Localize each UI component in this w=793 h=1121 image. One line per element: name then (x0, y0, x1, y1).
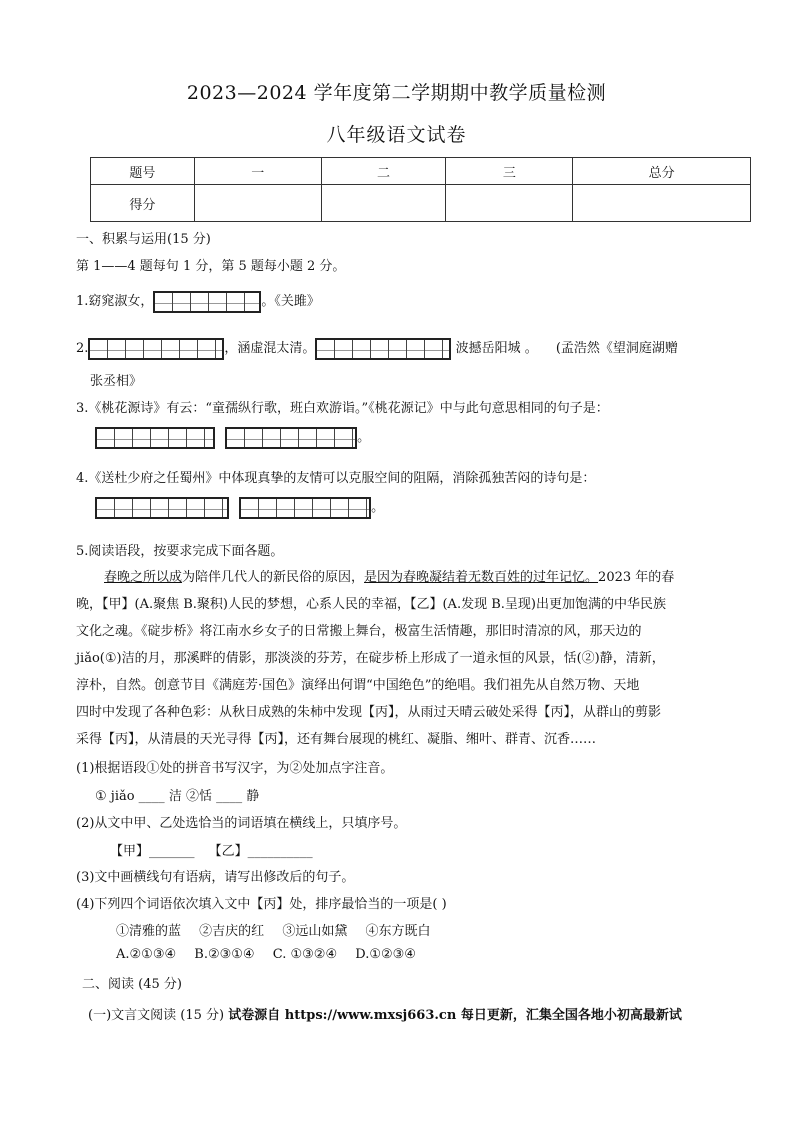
answer-choices (116, 947, 430, 962)
passage-underlined: 是因为春晚凝结着无数百姓的过年记忆。 (364, 570, 599, 585)
passage-line-3: 文化之魂。《碇步桥》将江南水乡女子的日常搬上舞台，极富生活情趣，那旧时清凉的风，那天边的 (76, 624, 642, 639)
classical-reading-label: (一)文言文阅读 (15 分) (88, 1008, 225, 1023)
score-table (90, 157, 751, 222)
word-option: ④东方既白 (365, 924, 431, 939)
score-input-cell[interactable] (321, 185, 446, 222)
score-header-cell: 一 (194, 158, 321, 185)
word-option: ①清雅的蓝 (116, 924, 182, 939)
question-1 (76, 290, 320, 313)
question-2 (76, 337, 678, 360)
q2-source-cont: 张丞相》 (90, 374, 143, 389)
choice-a[interactable]: A.②①③④ (116, 947, 177, 962)
score-input-cell[interactable] (446, 185, 573, 222)
q4-end: 。 (371, 500, 385, 515)
word-option: ②吉庆的红 (199, 924, 265, 939)
q3-answer-row (95, 426, 370, 449)
score-input-cell[interactable] (194, 185, 321, 222)
question-4: 4.《送杜少府之任蜀州》中体现真挚的友情可以克服空间的阻隔，消除孤独苦闷的诗句是： (76, 471, 596, 486)
answer-grid[interactable] (153, 291, 261, 313)
exam-subtitle: 八年级语文试卷 (326, 124, 467, 146)
section2-subheading (88, 1004, 682, 1023)
answer-jia[interactable]: 【甲】_______ (110, 844, 195, 859)
section2-heading: 二、阅读 (45 分) (82, 977, 182, 992)
passage-line-5: 淳朴，自然。创意节目《满庭芳·国色》演绎出何谓“中国绝色”的绝唱。我们祖先从自然万物、天地 (76, 678, 640, 693)
passage-text: 为陪伴几代人的新民俗的原因， (182, 570, 365, 585)
question-3: 3.《桃花源诗》有云：“童孺纵行歌，班白欢游诣。”《桃花源记》中与此句意思相同的句子是： (76, 401, 609, 416)
score-header-cell: 总分 (573, 158, 751, 185)
score-label-cell: 得分 (91, 185, 195, 222)
answer-grid[interactable] (315, 338, 451, 360)
question-5-intro: 5.阅读语段，按要求完成下面各题。 (76, 544, 284, 559)
passage-text: 2023 年的春 (598, 570, 675, 585)
q4-answer-row (95, 496, 384, 519)
passage-underlined: 春晚之所以成 (104, 570, 183, 585)
q1-suffix: 。《关雎》 (261, 294, 320, 309)
score-header-cell: 二 (321, 158, 446, 185)
choice-d[interactable]: D.①②③④ (355, 947, 416, 962)
q2-prefix: 2. (76, 341, 89, 356)
q2-source: (孟浩然《望洞庭湖赠 (555, 341, 678, 356)
answer-grid[interactable] (95, 427, 215, 449)
score-header-cell: 题号 (91, 158, 195, 185)
passage-line-6: 四时中发现了各种色彩：从秋日成熟的朱柿中发现【丙】，从雨过天晴云破处采得【丙】，从群山的剪影 (76, 705, 662, 720)
answer-grid[interactable] (239, 497, 371, 519)
section1-instruction: 第 1——4 题每句 1 分，第 5 题每小题 2 分。 (76, 259, 346, 274)
choice-b[interactable]: B.②③①④ (194, 947, 255, 962)
subquestion-2: (2)从文中甲、乙处选恰当的词语填在横线上，只填序号。 (76, 816, 407, 831)
passage-line-7: 采得【丙】，从清晨的天光寻得【丙】，还有舞台展现的桃红、凝脂、缃叶、群青、沉香…… (76, 732, 597, 747)
answer-yi[interactable]: 【乙】__________ (208, 844, 313, 859)
answer-grid[interactable] (95, 497, 229, 519)
q2-mid: ，涵虚混太清。 (224, 341, 316, 356)
subquestion-1: (1)根据语段①处的拼音书写汉字，为②处加点字注音。 (76, 761, 394, 776)
q2-after: 波撼岳阳城 。 (455, 341, 538, 356)
q3-end: 。 (357, 430, 371, 445)
section1-heading: 一、积累与运用(15 分) (76, 232, 211, 247)
answer-grid[interactable] (225, 427, 357, 449)
passage-line-1 (104, 566, 674, 585)
score-header-cell: 三 (446, 158, 573, 185)
word-options (116, 920, 444, 939)
source-watermark-text: 试卷源自 https://www.mxsj663.cn 每日更新，汇集全国各地小初高最新试 (228, 1008, 682, 1023)
choice-c[interactable]: C. ①③②④ (272, 947, 338, 962)
q1-prefix: 1.窈窕淑女， (76, 294, 154, 309)
passage-line-2: 晚，【甲】(A.聚焦 B.聚积)人民的梦想，心系人民的幸福，【乙】(A.发现 B.呈现)出更加饱满的中华民族 (76, 597, 666, 612)
passage-line-4: jiǎo(①)洁的月，那溪畔的倩影，那淡淡的芬芳，在碇步桥上形成了一道永恒的风景，恬(②)静，清新， (76, 651, 665, 666)
subquestion-1-answer[interactable]: ① jiǎo ____ 洁 ②恬 ____ 静 (95, 789, 260, 804)
answer-grid[interactable] (88, 338, 224, 360)
subquestion-2-answer (110, 840, 313, 859)
subquestion-4: (4)下列四个词语依次填入文中【丙】处，排序最恰当的一项是( ) (76, 897, 447, 912)
score-input-cell[interactable] (573, 185, 751, 222)
subquestion-3: (3)文中画横线句有语病，请写出修改后的句子。 (76, 870, 355, 885)
exam-title: 2023—2024 学年度第二学期期中教学质量检测 (186, 82, 607, 104)
word-option: ③远山如黛 (282, 924, 348, 939)
